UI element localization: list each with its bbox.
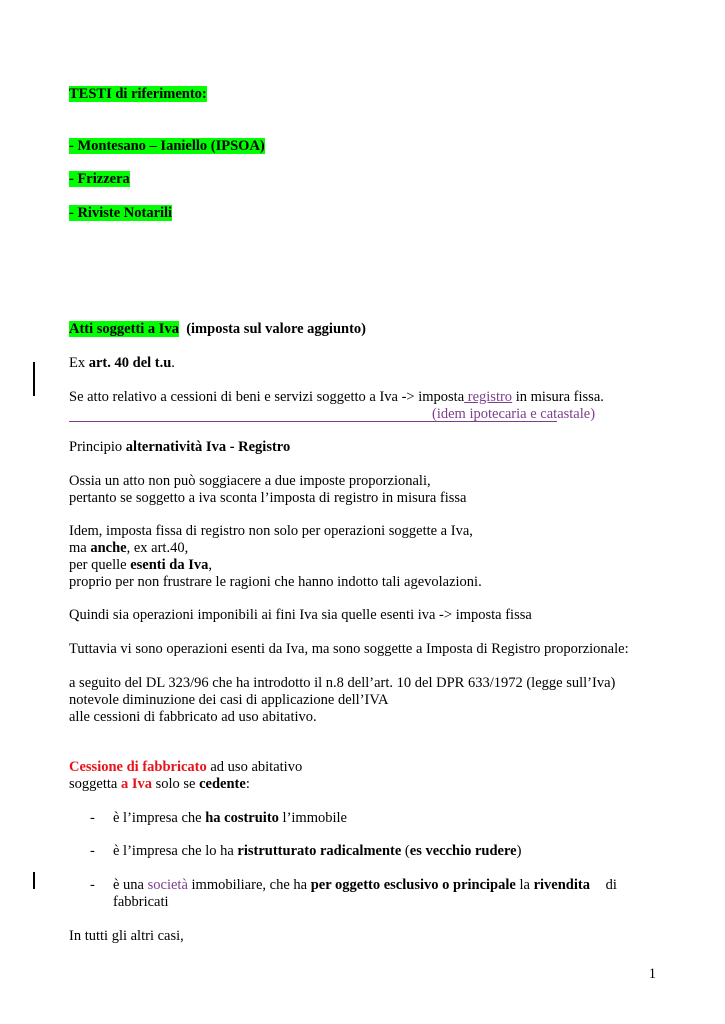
cessioni-line: Se atto relativo a cessioni di beni e servizi soggetto a Iva -> imposta registro in misura fissa. [69, 389, 604, 405]
bullet-marker: - [90, 877, 95, 893]
change-bar [33, 872, 35, 889]
principio: Principio alternatività Iva - Registro [69, 439, 291, 455]
idem-line: Idem, imposta fissa di registro non solo per operazioni soggette a Iva, [69, 523, 473, 539]
bullet-marker: - [90, 810, 95, 826]
ref-item: - Frizzera [69, 171, 130, 187]
atti-heading: Atti soggetti a Iva (imposta sul valore aggiunto) [69, 321, 366, 337]
seguito-line: a seguito del DL 323/96 che ha introdotto il n.8 dell’art. 10 del DPR 633/1972 (legge sull’Iva) [69, 675, 616, 691]
ref-item: - Montesano – Ianiello (IPSOA) [69, 138, 265, 154]
closing: In tutti gli altri casi, [69, 928, 184, 944]
cessione-subline: soggetta a Iva solo se cedente: [69, 776, 250, 792]
seguito-line: alle cessioni di fabbricato ad uso abitativo. [69, 709, 317, 725]
ossia-line: pertanto se soggetto a iva sconta l’imposta di registro in misura fissa [69, 490, 467, 506]
idem-line: per quelle esenti da Iva, [69, 557, 212, 573]
refs-title: TESTI di riferimento: [69, 86, 207, 102]
cessioni-note: (idem ipotecaria e catastale) [432, 406, 596, 422]
idem-line: proprio per non frustrare le ragioni che hanno indotto tali agevolazioni. [69, 574, 482, 590]
quindi: Quindi sia operazioni imponibili ai fini Iva sia quelle esenti iva -> imposta fissa [69, 607, 532, 623]
page-number: 1 [648, 966, 656, 982]
bullet-marker: - [90, 843, 95, 859]
ref-item: - Riviste Notarili [69, 205, 173, 221]
ossia-line: Ossia un atto non può soggiacere a due imposte proporzionali, [69, 473, 431, 489]
ex-art: Ex art. 40 del t.u. [69, 355, 175, 371]
change-bar [33, 362, 35, 396]
tuttavia: Tuttavia vi sono operazioni esenti da Iva, ma sono soggette a Imposta di Registro proporzionale: [69, 641, 629, 657]
idem-line: ma anche, ex art.40, [69, 540, 189, 556]
cessione-heading: Cessione di fabbricato ad uso abitativo [69, 759, 303, 775]
societa-link[interactable]: società [147, 877, 188, 893]
seguito-line: notevole diminuzione dei casi di applicazione dell’IVA [69, 692, 389, 708]
registro-link[interactable]: registro [464, 389, 513, 405]
